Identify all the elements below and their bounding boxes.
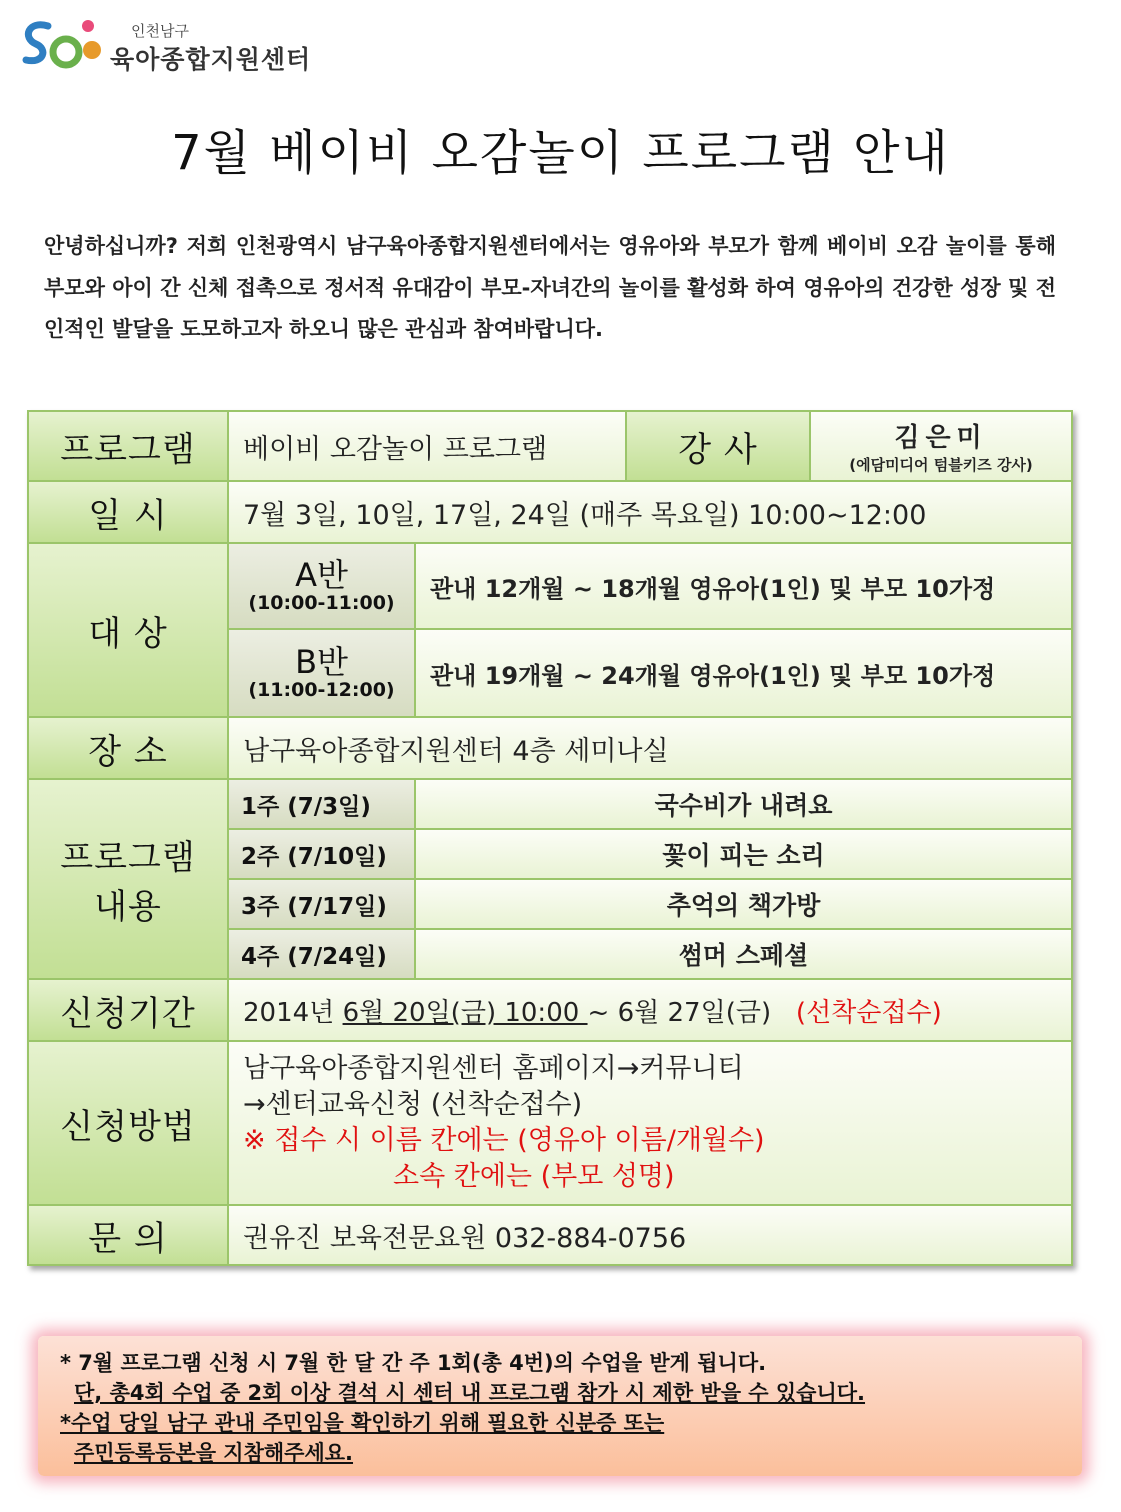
notice-line3: *수업 당일 남구 관내 주민임을 확인하기 위해 필요한 신분증 또는: [60, 1411, 665, 1435]
row-contact: [28, 1205, 1072, 1265]
row-method: [28, 1041, 1072, 1205]
notice-line2: 단, 총4회 수업 중 2회 이상 결석 시 센터 내 프로그램 참가 시 제한 받을 수 있습니다.: [74, 1381, 866, 1405]
class-b-desc: 관내 19개월 ~ 24개월 영유아(1인) 및 부모 10가정: [415, 629, 1072, 717]
method-label: 신청방법: [28, 1041, 228, 1205]
target-label: 대 상: [28, 543, 228, 717]
teacher-label: 강 사: [626, 411, 810, 481]
method-line3: ※ 접수 시 이름 칸에는 (영유아 이름/개월수): [243, 1125, 765, 1156]
period-label: 신청기간: [28, 979, 228, 1041]
notice-line1: * 7월 프로그램 신청 시 7월 한 달 간 주 1회(총 4번)의 수업을 받게 됩니다.: [60, 1351, 767, 1375]
teacher-affiliation: (에담미디어 텀블키즈 강사): [849, 456, 1033, 474]
class-a-cell: [228, 543, 415, 629]
period-start: 6월 20일(금) 10:00: [342, 997, 588, 1028]
week-1-label: 1주 (7/3일): [228, 779, 415, 829]
content-label: [28, 779, 228, 979]
class-a-name: A반: [295, 556, 348, 594]
week-3-topic: 추억의 책가방: [415, 879, 1072, 929]
class-b-time: (11:00-12:00): [248, 679, 395, 701]
content-label-line1: 프로그램: [60, 838, 196, 878]
row-week-1: [28, 779, 1072, 829]
week-1-topic: 국수비가 내려요: [415, 779, 1072, 829]
contact-value: 권유진 보육전문요원 032-884-0756: [228, 1205, 1072, 1265]
week-2-topic: 꽃이 피는 소리: [415, 829, 1072, 879]
period-value: [228, 979, 1072, 1041]
place-value: 남구육아종합지원센터 4층 세미나실: [228, 717, 1072, 779]
row-date: [28, 481, 1072, 543]
row-target-a: [28, 543, 1072, 629]
contact-label: 문 의: [28, 1205, 228, 1265]
method-line2: →센터교육신청 (선착순접수): [243, 1089, 583, 1120]
logo-big-text: 육아종합지원센터: [110, 45, 312, 74]
week-4-topic: 썸머 스페셜: [415, 929, 1072, 979]
period-note: (선착순접수): [795, 997, 942, 1028]
logo-mark-icon: [18, 16, 106, 72]
info-table: [27, 410, 1073, 1266]
logo: [18, 12, 338, 72]
class-b-cell: [228, 629, 415, 717]
row-period: [28, 979, 1072, 1041]
week-3-label: 3주 (7/17일): [228, 879, 415, 929]
teacher-cell: [810, 411, 1072, 481]
week-4-label: 4주 (7/24일): [228, 929, 415, 979]
week-2-label: 2주 (7/10일): [228, 829, 415, 879]
program-value: 베이비 오감놀이 프로그램: [228, 411, 626, 481]
period-end: ~ 6월 27일(금): [587, 997, 772, 1028]
logo-small-text: 인천남구: [131, 22, 189, 40]
notice-box: [38, 1336, 1082, 1476]
date-value: 7월 3일, 10일, 17일, 24일 (매주 목요일) 10:00~12:00: [228, 481, 1072, 543]
intro-paragraph: 안녕하십니까? 저희 인천광역시 남구육아종합지원센터에서는 영유아와 부모가 함께 베이비 오감 놀이를 통해 부모와 아이 간 신체 접촉으로 정서적 유대감이 부모-자녀간의 놀이를 활성화 하여 영유아의 건강한 성장 및 전인적인 발달을 도모하고자 하오니 많은 관심과 참여바랍니다.: [44, 234, 1056, 341]
program-label: 프로그램: [28, 411, 228, 481]
period-year: 2014년: [243, 997, 343, 1028]
method-line1: 남구육아종합지원센터 홈페이지→커뮤니티: [243, 1053, 744, 1084]
class-a-time: (10:00-11:00): [248, 592, 395, 614]
page-title: 7월 베이비 오감놀이 프로그램 안내: [171, 125, 950, 181]
method-value: [228, 1041, 1072, 1205]
class-b-name: B반: [295, 643, 348, 681]
class-a-desc: 관내 12개월 ~ 18개월 영유아(1인) 및 부모 10가정: [415, 543, 1072, 629]
method-line4: 소속 칸에는 (부모 성명): [393, 1161, 675, 1192]
place-label: 장 소: [28, 717, 228, 779]
teacher-name: 김은미: [894, 423, 988, 453]
content-label-line2: 내용: [94, 887, 162, 927]
notice-line4: 주민등록등본을 지참해주세요.: [74, 1441, 354, 1465]
row-place: [28, 717, 1072, 779]
row-program: [28, 411, 1072, 481]
date-label: 일 시: [28, 481, 228, 543]
